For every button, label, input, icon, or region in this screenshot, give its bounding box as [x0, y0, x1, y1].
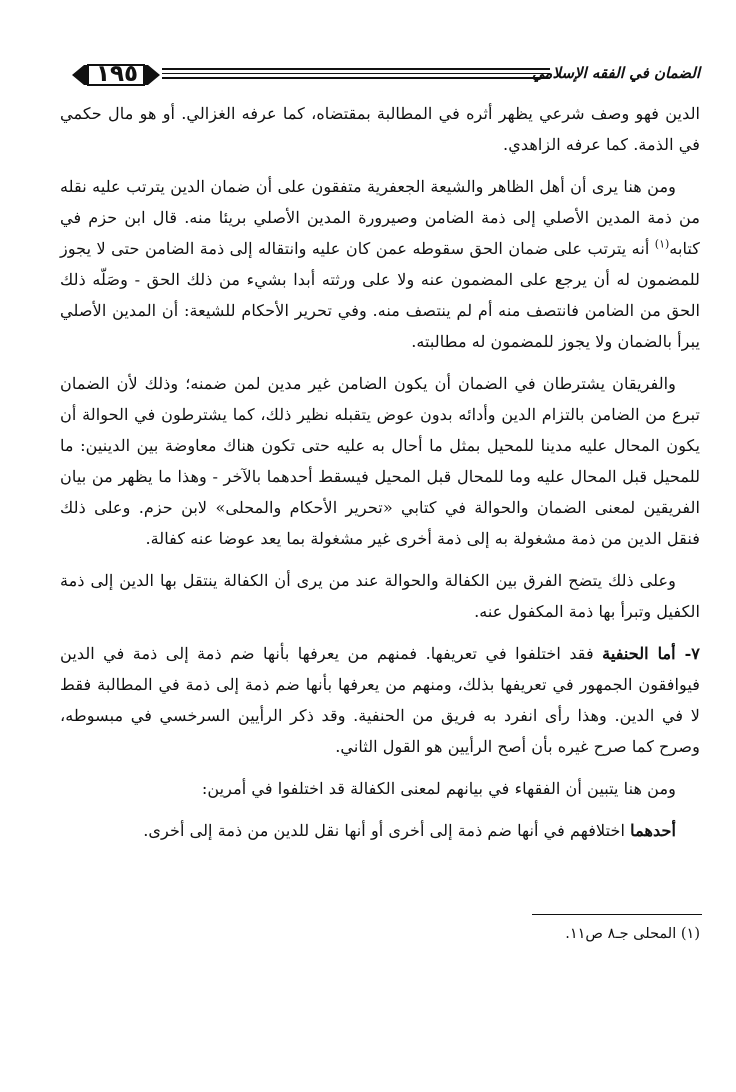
page-header: [70, 60, 702, 92]
paragraph-6-text: ومن هنا يتبين أن الفقهاء في بيانهم لمعنى الكفالة قد اختلفوا في أمرين:: [201, 779, 676, 798]
paragraph-7: [60, 815, 700, 846]
paragraph-5: [60, 638, 700, 762]
paragraph-4-text: وعلى ذلك يتضح الفرق بين الكفالة والحوالة عند من يرى أن الكفالة ينتقل بها الدين إلى ذمة الكفيل وتبرأ بها ذمة المكفول عنه.: [60, 571, 700, 621]
paragraph-2-text-b: أنه يترتب على ضمان الحق سقوطه عمن كان عليه وانتقاله إلى ذمة الضامن حتى لا يجوز للمضمون له أن يرجع على المضمون عنه ولا على ورثته أبدا بشيء من ذلك الحق - وصَلّه ذلك الحق من الضامن فانتصف منه أم لم ينتصف منه. وفي تحرير الأحكام للشيعة: أن المدين الأصلي يبرأ بالضمان ولا يجوز للمضمون له مطالبته.: [60, 239, 700, 351]
page-number-frame: [70, 62, 162, 86]
header-rule: [162, 68, 550, 80]
footnote-divider: [532, 914, 702, 915]
paragraph-4: [60, 565, 700, 627]
paragraph-6: [60, 773, 700, 804]
paragraph-7-text: اختلافهم في أنها ضم ذمة إلى أخرى أو أنها نقل للدين من ذمة إلى أخرى.: [143, 821, 631, 840]
paragraph-7-label: أحدهما: [630, 821, 676, 840]
paragraph-2-text-a: ومن هنا يرى أن أهل الظاهر والشيعة الجعفرية متفقون على أن ضمان الدين يترتب عليه نقله من ذمة المدين الأصلي إلى ذمة الضامن وصيرورة المدين الأصلي بريئا منه. قال ابن حزم في كتابه: [60, 177, 700, 258]
page-number: ١٩٥: [95, 61, 139, 87]
running-title: الضمان في الفقه الإسلامي: [531, 64, 700, 82]
footnote: (١) المحلى جـ٨ ص١١.: [565, 926, 700, 942]
paragraph-3-text: والفريقان يشترطان في الضمان أن يكون الضامن غير مدين لمن ضمنه؛ وذلك لأن الضمان تبرع من الضامن بالتزام الدين وأدائه بدون عوض يتقبله نظير ذلك، كما يشترطون في الحوالة أن يكون المحال عليه مدينا للمحيل بمثل ما أحال به عليه حتى تكون هناك معاوضة بين الدينين: ما للمحيل قبل المحال عليه وما للمحال قبل المحيل فيسقط أحدهما بالآخر - وهذا ما يظهر من بيان الفريقين لمعنى الضمان والحوالة في كتابي «تحرير الأحكام والمحلى» لابن حزم. وعلى ذلك فنقل الدين من ذمة مشغولة به إلى ذمة أخرى غير مشغولة بما يعد عوضا عنه كفالة.: [60, 374, 700, 548]
footnote-reference: (١): [654, 237, 670, 251]
paragraph-1-text: الدين فهو وصف شرعي يظهر أثره في المطالبة بمقتضاه، كما عرفه الغزالي. أو هو مال حكمي في الذمة. كما عرفه الزاهدي.: [60, 104, 700, 154]
paragraph-1: [60, 98, 700, 160]
main-text: [60, 98, 700, 857]
paragraph-5-text: فقد اختلفوا في تعريفها. فمنهم من يعرفها بأنها ضم ذمة إلى ذمة في الدين فيوافقون الجمهور في تعريفها بذلك، ومنهم من يعرفها بأنها ضم ذمة إلى ذمة في المطالبة فقط لا في الدين. وهذا رأى انفرد به فريق من الحنفية. وقد ذكر الرأيين السرخسي في مبسوطه، وصرح كما صرح غيره بأن أصح الرأيين هو القول الثاني.: [60, 644, 700, 756]
paragraph-5-label: ٧- أما الحنفية: [602, 644, 700, 663]
paragraph-2: [60, 171, 700, 357]
paragraph-3: [60, 368, 700, 554]
